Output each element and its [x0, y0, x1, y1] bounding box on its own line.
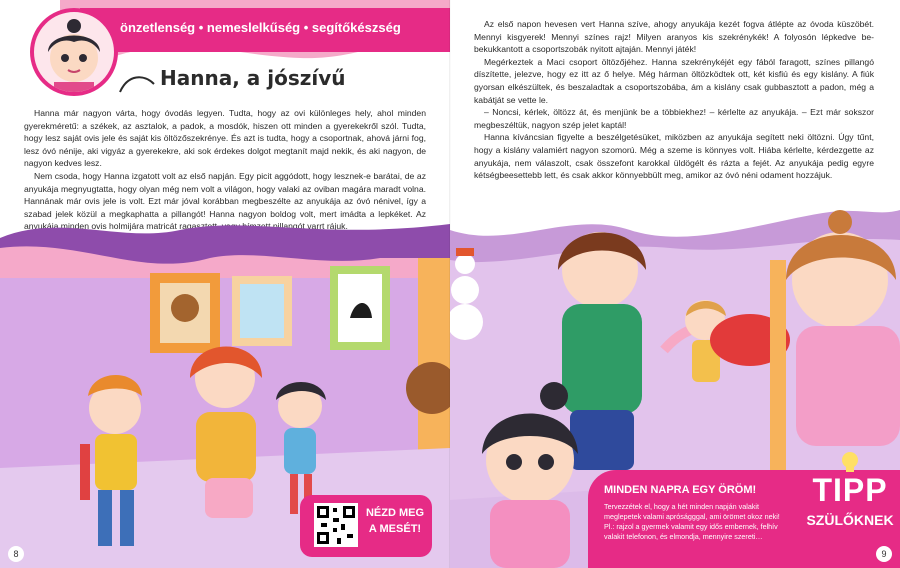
tip-text: Tervezzétek el, hogy a hét minden napján valakit meglepetek valami apróságggal, ami örömet okoz neki! Pl.: rajzol a gyermek valamit egy idős embernek, felhív valakit telefonon, és elmondja, mennyire szereti… [604, 502, 780, 541]
left-story-text [24, 107, 426, 233]
hanna-avatar [30, 8, 118, 96]
parent-tip-box [588, 470, 900, 568]
qr-code-icon[interactable] [314, 503, 358, 547]
header-tags: önzetlenség • nemeslelkűség • segítőkészség [120, 20, 401, 35]
title-flourish-icon [118, 70, 158, 96]
qr-promo[interactable] [300, 495, 432, 557]
right-paragraph: Az első napon hevesen vert Hanna szíve, ahogy anyukája kezét fogva átlépte az óvoda küszöbét. Mennyi kisgyerek! Mennyi színes rajz! Milyen aranyos kis szekrénykék! A folyosón lépkedve be-bekukkantott a csoportszobák nyitott ajtaján. Mennyi játék! [474, 19, 874, 55]
right-paragraph: Megérkeztek a Maci csoport öltözőjéhez. Hanna szekrénykéjét egy fából faragott, színes pillangó díszítette, jelezve, hogy ez itt az ő helye. Még hárman öltözködtek ott, két kisfiú és egy kislány. A fiúk gyorsan elkészültek, és beszaladtak a csoportszobába, ám a kislány csak gubbasztott a padon, még a kabátját se vette le. [474, 56, 874, 105]
right-paragraph: – Noncsi, kérlek, öltözz át, és menjünk be a többiekhez! – kérlelte az anyukája. – Ezt már sokszor megbeszéltük, nagyon szép jelet kaptál! [474, 107, 874, 130]
right-story-text [474, 18, 874, 182]
qr-label[interactable]: NÉZD MEG A MESÉT! [365, 507, 425, 535]
story-title: Hanna, a jószívű [160, 66, 346, 90]
left-paragraph: Hanna már nagyon várta, hogy óvodás legyen. Tudta, hogy az ovi különleges hely, ahol minden gyerekméretű: a székek, az asztalok, a padok, a mosdók, hiszen ott minden a gyerekekről szól. Tudta, hogy lesz saját ovis jele és saját kis öltözőszekrénye. És azt is tudta, hogy a csoportnak, ahová járni fog, lesz óvó nénije, aki vigyáz a gyerekekre, aki sok érdekes dolgot megtanít majd nekik, és aki nagyon, de nagyon kedves lesz. [24, 108, 426, 169]
tipp-badge-title: TIPP [812, 472, 888, 508]
right-paragraph: Hanna kíváncsian figyelte a beszélgetésüket, miközben az anyukája segített neki öltözni. Úgy tűnt, hogy a kislány valamiért nagyon szomorú. Még a szeme is könnyes volt. Hiába kérlelte, kérdezgette az anyukája, nem válaszolt, csak összefont karokkal üldögélt és rázta a fejét. Az anyukája pedig egyre kétségbeesettebb lett, és csak akkor könnyebbült meg, amikor az óvó néni odament hozzájuk. [474, 132, 874, 181]
tip-title: MINDEN NAPRA EGY ÖRÖM! [604, 484, 757, 496]
page-number-left: 8 [8, 546, 24, 562]
right-page [450, 0, 900, 568]
lightbulb-icon [840, 450, 860, 474]
page-number-right: 9 [876, 546, 892, 562]
left-paragraph: Nem csoda, hogy Hanna izgatott volt az első napján. Egy picit aggódott, hogy lesznek-e barátai, de az anyukája megnyugtatta, hogy olyan még nem volt a világon, hogy valaki az oviban magára maradt volna. Hannának már ovis jele is volt. Ezt már jóval korábban megbeszélte az anyukája az óvó nénivel, így a szabad jelek közül a megkaphatta a pillangót! Hanna nagyon boldog volt, mert imádta a lepkéket. Az anyukája minden ovis holmijára matricát ragasztott, vagy hímzett pillangót varrt rájuk. [24, 170, 426, 232]
tipp-badge-subtitle: SZÜLŐKNEK [806, 512, 894, 528]
